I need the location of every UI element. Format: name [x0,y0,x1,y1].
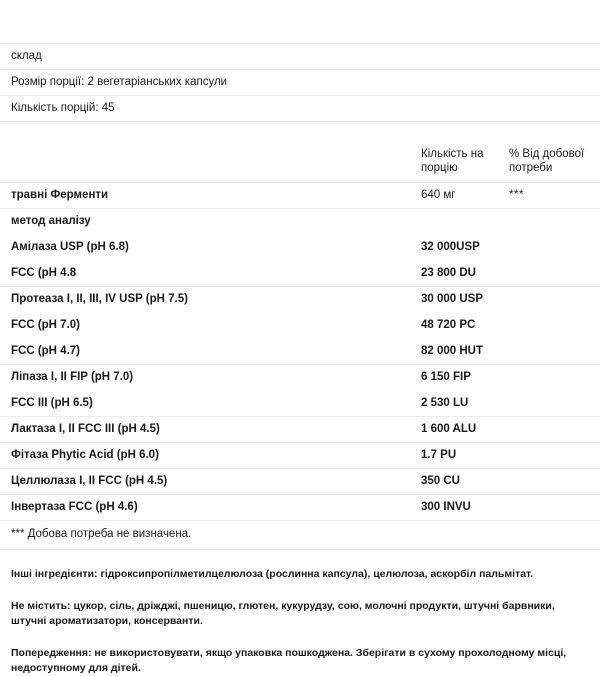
nutrient-amount: 1.7 PU [421,449,457,461]
table-row [0,182,600,208]
nutrient-rows-container [0,182,600,520]
table-row [0,286,600,312]
nutrient-name: Лактаза I, II FCC III (pH 4.5) [11,423,160,435]
nutrient-amount: 300 INVU [421,501,471,513]
nutrient-name: Протеаза I, II, III, IV USP (pH 7.5) [11,293,188,305]
nutrient-daily-value: *** [509,189,524,201]
nutrient-name: FCC (pH 7.0) [11,319,80,331]
table-row [0,442,600,468]
nutrient-name: Фітаза Phytic Acid (pH 6.0) [11,449,159,461]
table-row [0,468,600,494]
nutrient-amount: 350 CU [421,475,460,487]
nutrient-name: Ліпаза I, II FIP (pH 7.0) [11,371,134,383]
nutrient-name: FCC (pH 4.7) [11,345,80,357]
panel-title-row [0,43,600,69]
warning-note: Попередження: не використовувати, якщо упаковка пошкоджена. Зберігати в сухому прохолодному місці, недоступному для дітей. [11,647,567,674]
notes-section [0,550,600,676]
nutrient-amount: 640 мг [421,189,456,201]
table-row [0,312,600,338]
servings-per-container-row [0,95,600,121]
serving-size-row [0,69,600,95]
nutrient-name: Амілаза USP (pH 6.8) [11,241,129,253]
free-from-note: Не містить: цукор, сіль, дріжджі, пшеницю, глютен, кукурудзу, сою, молочні продукти, штучні барвники, штучні ароматизатори, консерванти. [11,600,555,627]
table-spacer [0,121,600,139]
serving-size-text: Розмір порції: 2 вегетаріанських капсули [11,76,228,88]
nutrient-name: метод аналізу [11,215,91,227]
table-header-row [0,139,600,182]
nutrient-name: травні Ферменти [11,189,109,201]
nutrient-amount: 32 000USP [421,241,480,253]
nutrient-name: Інвертаза FCC (pH 4.6) [11,501,138,513]
nutrient-amount: 2 530 LU [421,397,469,409]
servings-per-container-text: Кількість порцій: 45 [11,102,115,114]
table-row [0,416,600,442]
nutrient-name: FCC (pH 4.8 [11,267,77,279]
nutrient-amount: 23 800 DU [421,267,476,279]
table-row [0,390,600,416]
table-row [0,494,600,520]
nutrient-name: Целлюлаза I, II FCC (pH 4.5) [11,475,168,487]
nutrient-amount: 48 720 PC [421,319,476,331]
nutrient-amount: 82 000 HUT [421,345,484,357]
daily-value-footnote: *** Добова потреба не визначена. [0,520,600,550]
table-row [0,208,600,234]
table-row [0,234,600,260]
column-header-percent-daily-value: % Від добової потреби [509,148,585,174]
nutrient-amount: 6 150 FIP [421,371,471,383]
nutrient-amount: 30 000 USP [421,293,484,305]
panel-title: склад [11,50,42,62]
other-ingredients-note: Інші інгредієнти: гідроксипропілметилцелюлоза (рослинна капсула), целюлоза, аскорбіл пальмітат. [11,568,534,580]
nutrient-amount: 1 600 ALU [421,423,477,435]
table-row [0,260,600,286]
column-header-amount-per-serving: Кількість на порцію [421,148,484,174]
nutrient-name: FCC III (pH 6.5) [11,397,93,409]
table-row [0,338,600,364]
table-row [0,364,600,390]
